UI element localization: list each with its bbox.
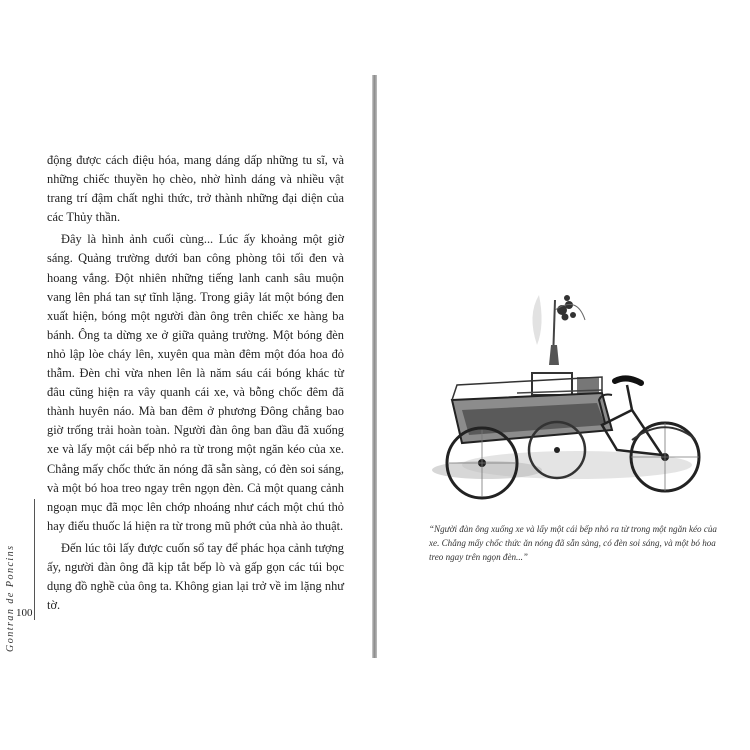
left-page <box>0 75 372 658</box>
body-text <box>47 151 344 618</box>
running-author-name: Gontran de Poncins <box>5 544 16 652</box>
paragraph: Đây là hình ảnh cuối cùng... Lúc ấy khoảng một giờ sáng. Quảng trường dưới ban công phòng tôi tối đen và hoang vắng. Đột nhiên những tiếng lanh canh sâu muộn vang lên phá tan sự tĩnh lặng. Trong giây lát một bóng đen xuất hiện, bóng một người đàn ông trên chiếc xe hàng ba bánh. Ông ta dừng xe ở giữa quảng trường. Một bóng đèn nhỏ lập lòe cháy lên, xuyên qua màn đêm một đóa hoa đỏ thẫm. Đèn chỉ vừa nhen lên là năm sáu cái bóng khác từ đâu cũng hiện ra vây quanh cái xe, và bỗng chốc đêm đã thành huyên náo. Mà ban đêm ở phương Đông chẳng bao giờ trống trải hoàn toàn. Người đàn ông ban đầu đã xuống xe và lấy một cái bếp nhỏ ra từ trong một ngăn kéo của xe. Chẳng mấy chốc thức ăn nóng đã sẵn sàng, có đèn soi sáng, và một bó hoa treo ngay trên ngọn đèn. Cả một quang cảnh ngoạn mục đã mọc lên chớp nhoáng như cách một chú thỏ hay điếu thuốc lá hiện ra từ trong mũ phớt của nhà ảo thuật. <box>47 232 344 533</box>
margin-rule <box>34 499 35 620</box>
illustration-caption: “Người đàn ông xuống xe và lấy một cái bếp nhỏ ra từ trong một ngăn kéo của xe. Chẳng mấy chốc thức ăn nóng đã sẵn sàng, có đèn soi sáng, và một bó hoa treo ngay trên ngọn đèn...” <box>429 524 717 562</box>
page-number: 100 <box>16 607 33 619</box>
paragraph: động được cách điệu hóa, mang dáng dấp những tu sĩ, và những chiếc thuyền họ chèo, nhờ hình dáng và nhiều vật trang trí đậm chất nghi thức, trở thành những đại diện của các Thủy thần. <box>47 153 344 225</box>
right-page <box>377 75 750 658</box>
ink-sketch-tricycle-cart-illustration <box>427 225 717 505</box>
paragraph: Đến lúc tôi lấy được cuốn sổ tay để phác họa cảnh tượng ấy, người đàn ông đã kịp tắt bếp lò và gấp gọn các túi bọc dụng đồ nghề của ông ta. Không gian lại trở về im lặng như tờ. <box>47 540 344 613</box>
